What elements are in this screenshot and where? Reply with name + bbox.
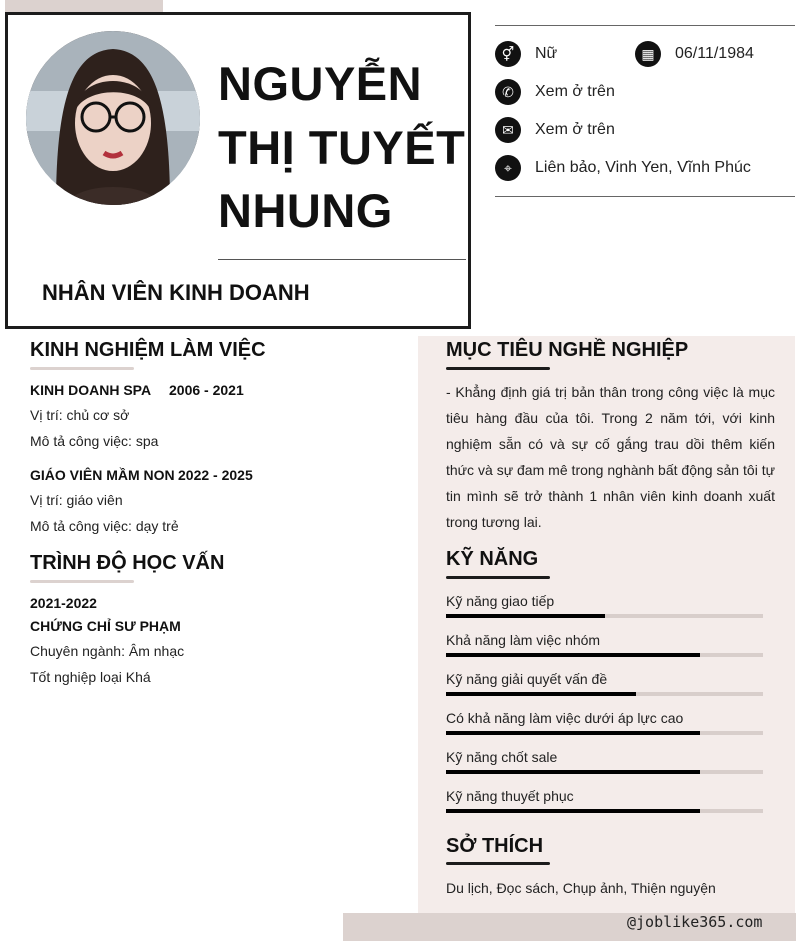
skill-bar-4 — [446, 731, 763, 735]
experience-position-2: Vị trí: giáo viên — [30, 492, 123, 508]
objective-text: - Khẳng định giá trị bản thân trong công việc là mục tiêu hàng đầu của tôi. Trong 2 năm tới, với kinh nghiệm sẵn có và sự cố gắng trau dồi thêm kiến thức và sự đam mê trong nghành bất động sản tôi tự tin mình sẽ trở thành 1 nhân viên kinh doanh xuất trong tương lai. — [446, 384, 775, 530]
gender-icon: ⚥ — [495, 41, 521, 67]
skill-bar-fill — [446, 614, 605, 618]
phone-value: Xem ở trên — [535, 83, 615, 100]
education-period: 2021-2022 — [30, 595, 97, 611]
phone-icon: ✆ — [495, 79, 521, 105]
objective-section-title: MỤC TIÊU NGHỀ NGHIỆP — [446, 339, 689, 361]
job-title: NHÂN VIÊN KINH DOANH — [42, 280, 310, 305]
experience-period-1: 2006 - 2021 — [169, 382, 244, 398]
contact-top-rule — [495, 25, 795, 26]
skill-bar-1 — [446, 614, 763, 618]
dob-value: 06/11/1984 — [675, 45, 754, 62]
education-section-title: TRÌNH ĐỘ HỌC VẤN — [30, 552, 225, 574]
hobbies-section-title: SỞ THÍCH — [446, 835, 544, 857]
skill-label-2: Khả năng làm việc nhóm — [446, 632, 601, 648]
hobbies-title-underline — [446, 862, 550, 865]
location-icon: ⌖ — [495, 155, 521, 181]
footer-watermark: @joblike365.com — [627, 913, 763, 931]
education-grade: Tốt nghiệp loại Khá — [30, 669, 151, 685]
skill-label-4: Có khả năng làm việc dưới áp lực cao — [446, 710, 684, 726]
contact-bottom-rule — [495, 196, 795, 197]
profile-photo — [26, 31, 200, 205]
name-line-2: THỊ TUYẾT — [218, 121, 466, 174]
skill-bar-2 — [446, 653, 763, 657]
experience-company-1: KINH DOANH SPA — [30, 382, 152, 398]
address-value: Liên bảo, Vinh Yen, Vĩnh Phúc — [535, 159, 751, 176]
experience-description-1: Mô tả công việc: spa — [30, 433, 159, 449]
skills-section-title: KỸ NĂNG — [446, 548, 539, 570]
skill-bar-fill — [446, 653, 700, 657]
email-value: Xem ở trên — [535, 121, 615, 138]
name-line-1: NGUYỄN — [218, 57, 423, 110]
skill-bar-fill — [446, 770, 700, 774]
skill-label-6: Kỹ năng thuyết phục — [446, 788, 574, 804]
skill-bar-fill — [446, 809, 700, 813]
skills-title-underline — [446, 576, 550, 579]
education-major: Chuyên ngành: Âm nhạc — [30, 643, 185, 659]
skill-label-3: Kỹ năng giải quyết vấn đề — [446, 671, 608, 687]
email-icon: ✉ — [495, 117, 521, 143]
skill-bar-3 — [446, 692, 763, 696]
experience-section-title: KINH NGHIỆM LÀM VIỆC — [30, 339, 266, 361]
education-certificate: CHỨNG CHỈ SƯ PHẠM — [30, 618, 181, 634]
experience-title-underline — [30, 367, 134, 370]
experience-period-2: 2022 - 2025 — [178, 467, 253, 483]
skill-label-5: Kỹ năng chốt sale — [446, 749, 558, 765]
calendar-icon: ▦ — [635, 41, 661, 67]
education-title-underline — [30, 580, 134, 583]
skill-bar-fill — [446, 731, 700, 735]
skill-bar-6 — [446, 809, 763, 813]
experience-company-2: GIÁO VIÊN MẦM NON — [30, 467, 175, 483]
experience-description-2: Mô tả công việc: dạy trẻ — [30, 518, 179, 534]
name-divider — [218, 259, 466, 260]
profile-photo-illustration — [26, 31, 200, 205]
gender-value: Nữ — [535, 45, 558, 62]
skill-bar-5 — [446, 770, 763, 774]
skill-label-1: Kỹ năng giao tiếp — [446, 593, 555, 609]
name-line-3: NHUNG — [218, 184, 393, 237]
hobbies-text: Du lịch, Đọc sách, Chụp ảnh, Thiện nguyện — [446, 880, 716, 896]
experience-position-1: Vị trí: chủ cơ sở — [30, 407, 130, 423]
objective-title-underline — [446, 367, 550, 370]
skill-bar-fill — [446, 692, 636, 696]
